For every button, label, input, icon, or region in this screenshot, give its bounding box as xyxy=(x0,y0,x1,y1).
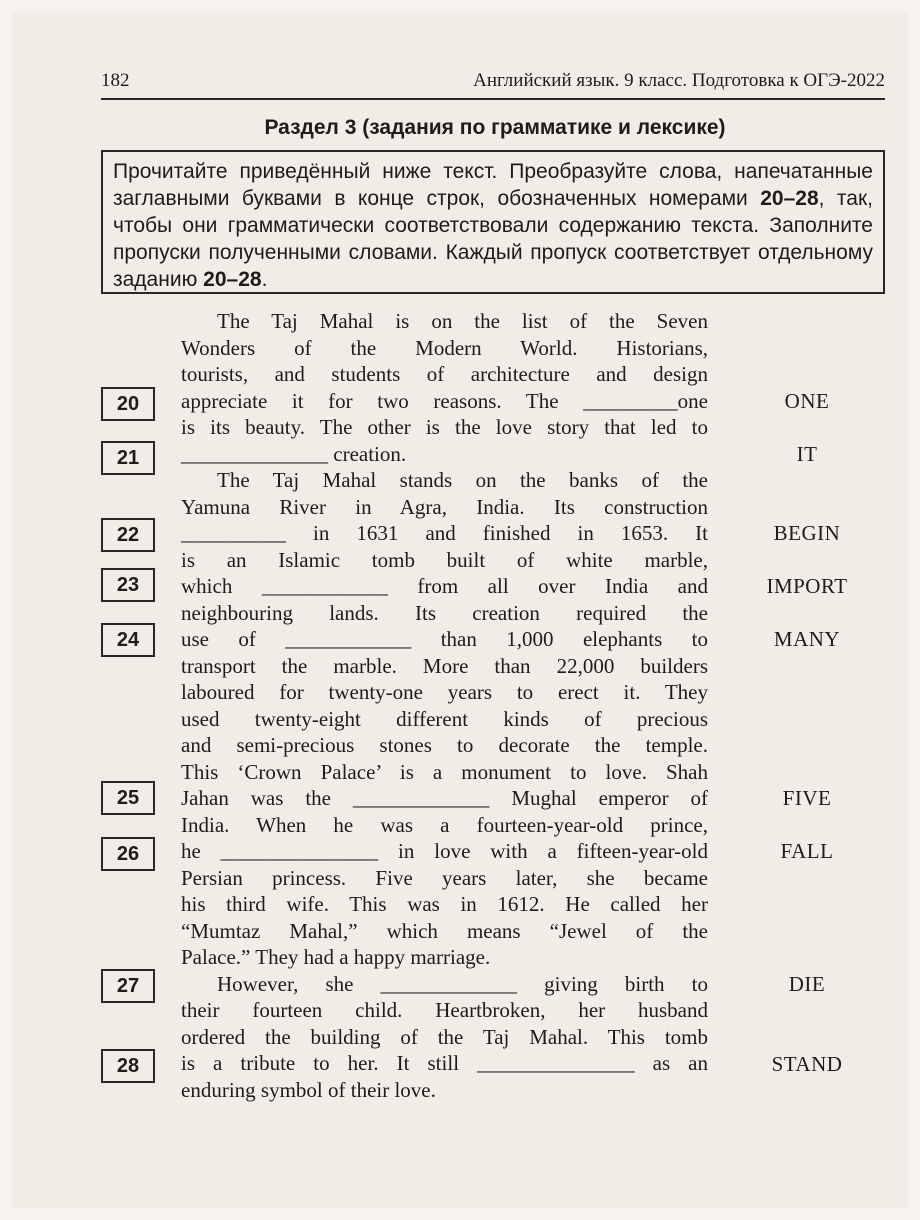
text-line: he _______________ in love with a fifteen-year-old xyxy=(181,839,708,863)
running-title: Английский язык. 9 класс. Подготовка к ОГЭ-2022 xyxy=(473,70,885,91)
instruction-text: , так, чтобы они грамматически соответствовали содержанию текста. Заполните пропуски полученными словами. Каждый пропуск соответствует отдельному заданию xyxy=(113,187,873,291)
task-number-box: 28 xyxy=(101,1049,155,1083)
task-number-box: 23 xyxy=(101,568,155,602)
instruction-text: . xyxy=(261,268,268,291)
keyword: BEGIN xyxy=(773,521,841,545)
text-line: his third wife. This was in 1612. He called her xyxy=(181,892,708,916)
task-number-box: 27 xyxy=(101,969,155,1003)
keyword: FALL xyxy=(780,839,834,863)
keyword: FIVE xyxy=(782,786,832,810)
text-line: The Taj Mahal is on the list of the Seven xyxy=(217,309,708,333)
instruction-box xyxy=(101,150,885,294)
task-number-box: 26 xyxy=(101,837,155,871)
text-line: use of ____________ than 1,000 elephants to xyxy=(181,627,708,651)
task-number-box: 22 xyxy=(101,518,155,552)
text-line: India. When he was a fourteen-year-old prince, xyxy=(181,812,708,837)
text-line: used twenty-eight different kinds of precious xyxy=(181,706,708,731)
text-line: neighbouring lands. Its creation required the xyxy=(181,600,708,625)
text-line: The Taj Mahal stands on the banks of the xyxy=(217,468,708,492)
text-line: This ‘Crown Palace’ is a monument to love. Shah xyxy=(181,759,708,784)
text-line: Jahan was the _____________ Mughal emperor of xyxy=(181,786,708,810)
text-line: Wonders of the Modern World. Historians, xyxy=(181,335,708,360)
section-title: Раздел 3 (задания по грамматике и лексике) xyxy=(264,116,726,139)
text-line: ______________ creation. xyxy=(181,441,407,466)
task-number-box: 24 xyxy=(101,623,155,657)
text-line: is an Islamic tomb built of white marble, xyxy=(181,547,708,572)
text-line: appreciate it for two reasons. The _________one xyxy=(181,388,708,413)
keyword: IT xyxy=(796,442,818,466)
instruction-text: Прочитайте приведённый ниже текст. Преобразуйте слова, напечатанные заглавными буквами в конце строк, обозначенных номерами xyxy=(113,160,873,210)
text-line: Palace.” They had a happy marriage. xyxy=(181,945,491,969)
text-line: enduring symbol of their love. xyxy=(181,1077,436,1102)
keyword: DIE xyxy=(788,972,826,996)
task-number-box: 25 xyxy=(101,781,155,815)
text-line: Persian princess. Five years later, she became xyxy=(181,865,708,890)
text-line: their fourteen child. Heartbroken, her husband xyxy=(181,998,708,1022)
header-rule xyxy=(101,98,885,100)
text-line: __________ in 1631 and finished in 1653. It xyxy=(181,521,708,545)
task-number-box: 21 xyxy=(101,441,155,475)
instruction-range: 20–28 xyxy=(760,187,819,210)
text-line: and semi-precious stones to decorate the temple. xyxy=(181,733,708,757)
reading-text xyxy=(181,308,708,1103)
text-line: tourists, and students of architecture and design xyxy=(181,362,708,386)
text-line: ordered the building of the Taj Mahal. This tomb xyxy=(181,1024,708,1049)
text-line: “Mumtaz Mahal,” which means “Jewel of the xyxy=(181,918,708,943)
text-line: is its beauty. The other is the love story that led to xyxy=(181,415,708,439)
text-line: However, she _____________ giving birth to xyxy=(217,971,708,996)
task-number-box: 20 xyxy=(101,387,155,421)
text-line: is a tribute to her. It still _______________ as an xyxy=(181,1051,708,1075)
page-number: 182 xyxy=(101,70,130,91)
text-line: which ____________ from all over India and xyxy=(181,574,708,598)
keyword: STAND xyxy=(771,1052,843,1076)
keyword: IMPORT xyxy=(766,574,848,598)
page-header xyxy=(101,70,885,94)
instruction-range: 20–28 xyxy=(203,268,262,291)
keyword: ONE xyxy=(784,389,830,413)
text-line: Yamuna River in Agra, India. Its construction xyxy=(181,494,708,519)
text-line: transport the marble. More than 22,000 builders xyxy=(181,653,708,678)
keyword: MANY xyxy=(773,627,841,651)
text-line: laboured for twenty-one years to erect it. They xyxy=(181,680,708,704)
